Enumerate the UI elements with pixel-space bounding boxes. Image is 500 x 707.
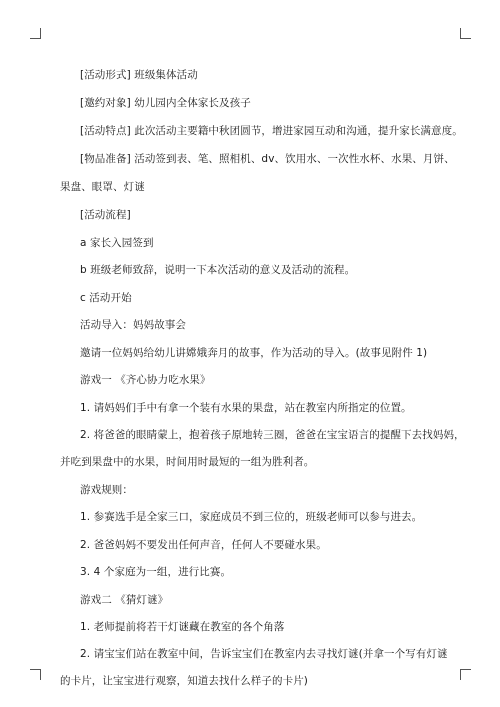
game-rules-heading: 游戏规则： — [80, 484, 133, 496]
game-two-step-1: 1. 老师提前将若干灯谜藏在教室的各个角落 — [80, 621, 285, 633]
flow-step-b: b 班级老师致辞，说明一下本次活动的意义及活动的流程。 — [80, 264, 356, 276]
game-two-step-2-continued: 的卡片，让宝宝进行观察，知道去找什么样子的卡片) — [60, 675, 308, 687]
invite-target-line: [邀约对象] 幼儿园内全体家长及孩子 — [80, 97, 251, 109]
game-rule-3: 3. 4 个家庭为一组，进行比赛。 — [80, 566, 232, 578]
game-two-step-2: 2. 请宝宝们站在教室中间，告诉宝宝们在教室内去寻找灯谜(并拿一个写有灯谜 — [80, 648, 448, 660]
crop-mark-top-right — [460, 28, 471, 39]
crop-mark-bottom-right — [460, 669, 471, 680]
crop-mark-bottom-left — [30, 669, 41, 680]
materials-line: [物品准备] 活动签到表、笔、照相机、dv、饮用水、一次性水杯、水果、月饼、 — [80, 153, 455, 165]
activity-feature-line: [活动特点] 此次活动主要籍中秋团圆节，增进家园互动和沟通，提升家长满意度。 — [80, 125, 463, 137]
game-two-heading: 游戏二 《猜灯谜》 — [80, 594, 169, 606]
game-one-heading: 游戏一 《齐心协力吃水果》 — [80, 374, 211, 386]
game-one-step-2-continued: 并吃到果盘中的水果，时间用时最短的一组为胜利者。 — [60, 456, 315, 468]
activity-form-line: [活动形式] 班级集体活动 — [80, 69, 198, 81]
story-invite-line: 邀请一位妈妈给幼儿讲嫦娥奔月的故事，作为活动的导入。(故事见附件 1) — [80, 347, 428, 359]
crop-mark-top-left — [30, 28, 41, 39]
game-rule-1: 1. 参赛选手是全家三口，家庭成员不到三位的，班级老师可以参与进去。 — [80, 511, 423, 523]
game-one-step-1: 1. 请妈妈们手中有拿一个装有水果的果盘，站在教室内所指定的位置。 — [80, 402, 412, 414]
game-rule-2: 2. 爸爸妈妈不要发出任何声音，任何人不要碰水果。 — [80, 539, 327, 551]
flow-step-a: a 家长入园签到 — [80, 237, 154, 249]
materials-continued-line: 果盘、眼罩、灯谜 — [60, 181, 145, 193]
flow-step-c: c 活动开始 — [80, 292, 132, 304]
activity-flow-heading: [活动流程] — [80, 209, 131, 221]
activity-intro-line: 活动导入：妈妈故事会 — [80, 319, 186, 331]
game-one-step-2: 2. 将爸爸的眼睛蒙上，抱着孩子原地转三圈，爸爸在宝宝语言的提醒下去找妈妈， — [80, 429, 465, 441]
